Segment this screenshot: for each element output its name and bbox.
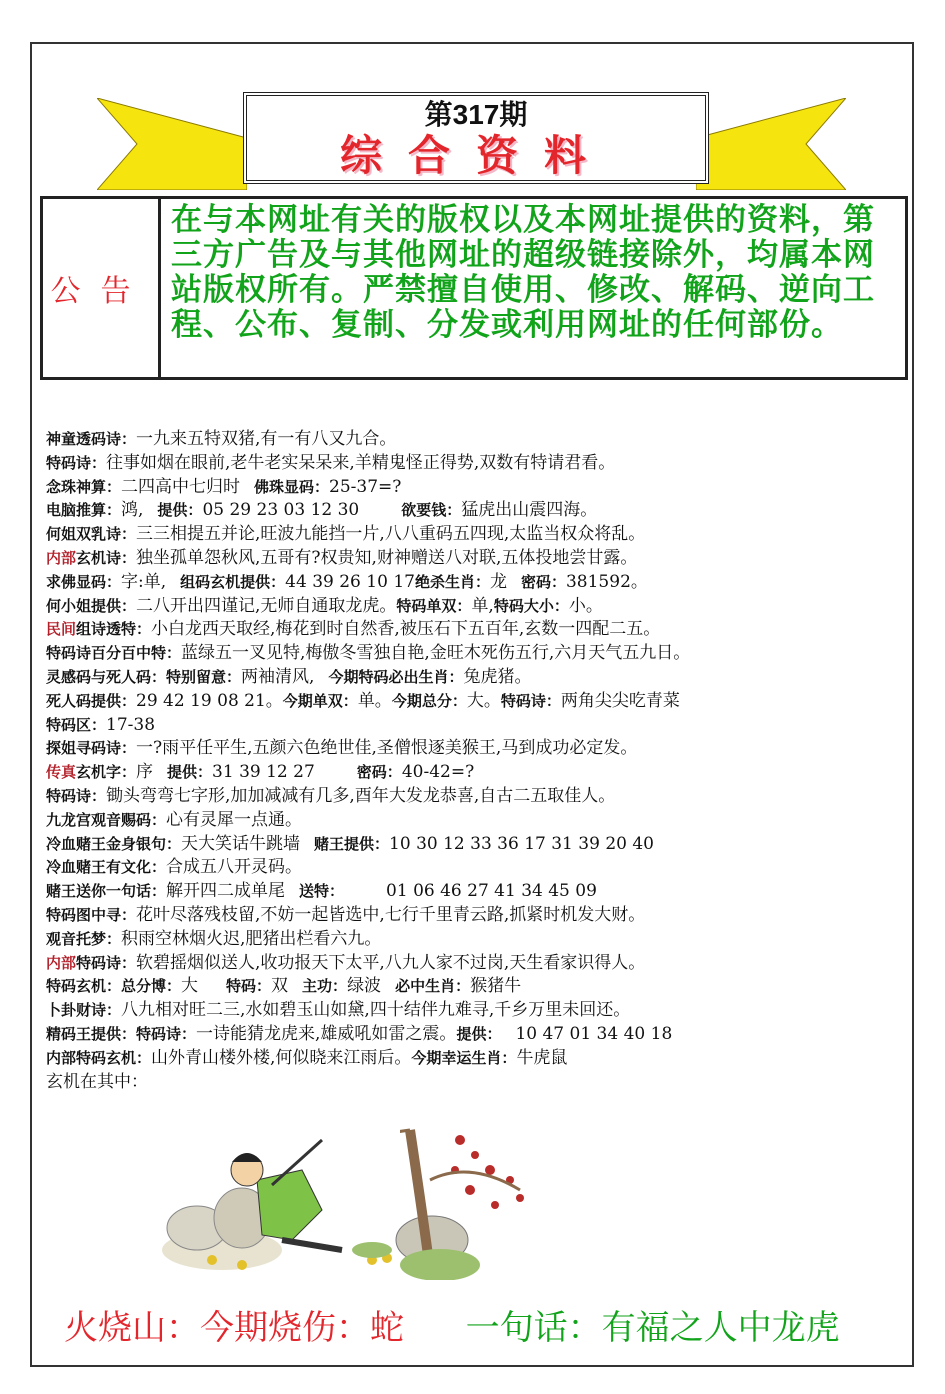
line-text: 31 39 12 27 bbox=[212, 762, 315, 783]
content-line bbox=[46, 571, 906, 595]
content-lines bbox=[46, 428, 906, 1094]
line-label: 特码图中寻： bbox=[46, 905, 137, 924]
line-label: 念珠神算： bbox=[46, 477, 122, 496]
line-text: 积雨空林烟火迟,肥猪出栏看六九。 bbox=[121, 928, 382, 949]
line-label: 密码： bbox=[520, 572, 566, 591]
notice-label: 公告 bbox=[43, 199, 161, 377]
line-text: 玄机在其中： bbox=[46, 1071, 148, 1092]
content-line bbox=[46, 523, 906, 547]
right-ribbon bbox=[696, 98, 846, 190]
line-label: 特码玄机： bbox=[46, 977, 122, 996]
line-text: 蓝绿五一叉见特,梅傲冬雪独自艳,金旺木死伤五行,六月天气五九日。 bbox=[181, 643, 691, 664]
line-label: 今期特码必出生肖： bbox=[328, 667, 464, 686]
line-label: 死人码提供： bbox=[46, 691, 137, 710]
line-label: 何姐双乳诗： bbox=[46, 525, 137, 544]
line-text: 单。 bbox=[357, 690, 392, 711]
line-text: 二八开出四谨记,无师自通取龙虎。 bbox=[136, 595, 397, 616]
line-label: 提供： bbox=[167, 763, 213, 782]
content-line bbox=[46, 666, 906, 690]
content-line bbox=[46, 975, 906, 999]
line-text: 锄头弯弯七字形,加加减减有几多,酉年大发龙恭喜,自古二五取佳人。 bbox=[106, 785, 616, 806]
issue-number: 第317期 bbox=[424, 99, 528, 130]
line-label: 内部特码玄机： bbox=[46, 1048, 152, 1067]
line-text: 三三相提五并论,旺波九能挡一片,八八重码五四现,太监当权众将乱。 bbox=[136, 524, 646, 545]
line-text: 一诗能猜龙虎来,雄威吼如雷之震。 bbox=[196, 1023, 457, 1044]
line-label: 送特： bbox=[299, 882, 345, 901]
line-label: 今期幸运生肖： bbox=[411, 1048, 517, 1067]
content-line bbox=[46, 428, 906, 452]
line-label: 传真 bbox=[46, 763, 77, 782]
title-box bbox=[243, 92, 709, 184]
line-text: 05 29 23 03 12 30 bbox=[202, 500, 360, 521]
line-label: 提供： bbox=[456, 1024, 502, 1043]
content-line bbox=[46, 547, 906, 571]
line-label: 特码诗： bbox=[46, 786, 107, 805]
line-label: 卜卦财诗： bbox=[46, 1001, 122, 1020]
content-line bbox=[46, 1023, 906, 1047]
line-label: 特码诗： bbox=[136, 1024, 197, 1043]
line-label: 特码诗百分百中特： bbox=[46, 644, 182, 663]
line-label: 提供： bbox=[157, 501, 203, 520]
line-label: 灵感码与死人码： bbox=[46, 667, 167, 686]
line-label: 民间 bbox=[46, 620, 77, 639]
line-text: 381592。 bbox=[565, 571, 648, 592]
line-label: 观音托梦： bbox=[46, 929, 122, 948]
content-line bbox=[46, 928, 906, 952]
line-label: 组码玄机提供： bbox=[180, 572, 286, 591]
line-text: 01 06 46 27 41 34 45 09 bbox=[386, 881, 597, 902]
line-text: 二四高中七归时 bbox=[121, 476, 241, 497]
notice-box bbox=[40, 196, 908, 380]
line-text: 牛虎鼠 bbox=[516, 1047, 568, 1068]
line-text: 八九相对旺二三,水如碧玉山如黛,四十结伴九难寻,千乡万里未回还。 bbox=[121, 1000, 631, 1021]
content-line bbox=[46, 880, 906, 904]
line-label: 今期总分： bbox=[391, 691, 467, 710]
line-text: 40-42=? bbox=[401, 762, 475, 783]
line-text: 软碧摇烟似送人,收功报天下太平,八九人家不过岗,天生看家识得人。 bbox=[136, 952, 646, 973]
content-line bbox=[46, 452, 906, 476]
line-text: 往事如烟在眼前,老牛老实呆呆来,羊精鬼怪正得势,双数有特请君看。 bbox=[106, 452, 616, 473]
content-line bbox=[46, 1071, 906, 1095]
content-line bbox=[46, 999, 906, 1023]
line-text: 两角尖尖吃青菜 bbox=[560, 690, 680, 711]
line-text: 44 39 26 10 17 bbox=[285, 571, 415, 592]
content-line bbox=[46, 1047, 906, 1071]
line-text: 兔虎猪。 bbox=[463, 666, 532, 687]
line-label: 何小姐提供： bbox=[46, 596, 137, 615]
content-line bbox=[46, 809, 906, 833]
line-label: 特码诗： bbox=[500, 691, 561, 710]
tree-illustration bbox=[400, 1100, 540, 1280]
line-label: 特码区： bbox=[46, 715, 107, 734]
content-line bbox=[46, 833, 906, 857]
line-text: 小。 bbox=[568, 595, 603, 616]
line-text: 大。 bbox=[466, 690, 501, 711]
line-label: 赌王提供： bbox=[314, 834, 390, 853]
line-label: 玄机字： bbox=[76, 763, 137, 782]
page-title: 综合资料 bbox=[339, 131, 612, 180]
line-text: 29 42 19 08 21。 bbox=[136, 690, 283, 711]
notice-text: 在与本网址有关的版权以及本网址提供的资料，第三方广告及与其他网址的超级链接除外，均属本网站版权所有。严禁擅自使用、修改、解码、逆向工程、公布、复制、分发或利用网址的任何部份。 bbox=[171, 202, 875, 343]
line-text: 鸿, bbox=[121, 500, 144, 521]
line-label: 九龙宫观音赐码： bbox=[46, 810, 167, 829]
content-line bbox=[46, 690, 906, 714]
line-label: 佛珠显码： bbox=[254, 477, 330, 496]
line-text: 17-38 bbox=[106, 714, 156, 735]
line-label: 组诗透特： bbox=[76, 620, 152, 639]
content-line bbox=[46, 476, 906, 500]
line-text: 绿波 bbox=[347, 976, 382, 997]
line-label: 欲要钱： bbox=[401, 501, 462, 520]
line-label: 必中生肖： bbox=[395, 977, 471, 996]
line-label: 电脑推算： bbox=[46, 501, 122, 520]
line-text: 单, bbox=[471, 595, 494, 616]
line-label: 神童透码诗： bbox=[46, 430, 137, 448]
content-line bbox=[46, 618, 906, 642]
line-label: 冷血赌王有文化： bbox=[46, 858, 167, 877]
line-label: 密码： bbox=[356, 763, 402, 782]
content-line bbox=[46, 595, 906, 619]
content-line bbox=[46, 737, 906, 761]
line-text: 独坐孤单怨秋风,五哥有?权贵知,财神赠送八对联,五体投地尝甘露。 bbox=[136, 547, 638, 568]
line-label: 绝杀生肖： bbox=[414, 572, 490, 591]
line-text: 天大笑话牛跳墙 bbox=[181, 833, 301, 854]
line-label: 内部 bbox=[46, 953, 77, 972]
line-text: 大 bbox=[181, 976, 199, 997]
left-ribbon bbox=[97, 98, 247, 190]
content-line bbox=[46, 761, 906, 785]
line-text: 10 47 01 34 40 18 bbox=[515, 1023, 673, 1044]
line-label: 特码大小： bbox=[493, 596, 569, 615]
footer-right: 一句话：有福之人中龙虎 bbox=[465, 1308, 840, 1348]
footer-banner bbox=[64, 1300, 884, 1349]
content-line bbox=[46, 856, 906, 880]
line-label: 赌王送你一句话： bbox=[46, 882, 167, 901]
line-label: 特码： bbox=[226, 977, 272, 996]
line-text: 解开四二成单尾 bbox=[166, 881, 286, 902]
line-text: 25-37=? bbox=[329, 476, 402, 497]
line-label: 特码诗： bbox=[76, 953, 137, 972]
line-text: 合成五八开灵码。 bbox=[166, 857, 303, 878]
line-text: 一?雨平任平生,五颜六色绝世佳,圣僧恨逐美猴王,马到成功必定发。 bbox=[136, 738, 638, 759]
line-text: 字:单, bbox=[121, 571, 167, 592]
line-label: 冷血赌王金身银句： bbox=[46, 834, 182, 853]
line-label: 总分博： bbox=[121, 977, 182, 996]
line-label: 精码王提供： bbox=[46, 1024, 137, 1043]
content-line bbox=[46, 499, 906, 523]
line-label: 玄机诗： bbox=[76, 548, 137, 567]
line-label: 主功： bbox=[302, 977, 348, 996]
line-text: 山外青山楼外楼,何似晓来江雨后。 bbox=[151, 1047, 412, 1068]
line-text: 小白龙西天取经,梅花到时自然香,被压石下五百年,玄数一四配二五。 bbox=[151, 619, 661, 640]
content-line bbox=[46, 785, 906, 809]
footer-left: 火烧山：今期烧伤：蛇 bbox=[64, 1308, 404, 1348]
content-line bbox=[46, 952, 906, 976]
line-label: 特码诗： bbox=[46, 453, 107, 472]
content-line bbox=[46, 904, 906, 928]
line-label: 内部 bbox=[46, 548, 77, 567]
line-label: 探姐寻码诗： bbox=[46, 739, 137, 758]
line-text: 猴猪牛 bbox=[470, 976, 522, 997]
line-label: 求佛显码： bbox=[46, 572, 122, 591]
line-text: 双 bbox=[271, 976, 289, 997]
line-text: 心有灵犀一点通。 bbox=[166, 809, 303, 830]
line-text: 序 bbox=[136, 762, 154, 783]
line-text: 一九来五特双猪,有一有八又九合。 bbox=[136, 429, 397, 449]
line-label: 特别留意： bbox=[166, 667, 242, 686]
content-line bbox=[46, 642, 906, 666]
line-text: 10 30 12 33 36 17 31 39 20 40 bbox=[389, 833, 654, 854]
line-text: 花叶尽落残枝留,不妨一起皆选中,七行千里青云路,抓紧时机发大财。 bbox=[136, 904, 646, 925]
content-line bbox=[46, 714, 906, 738]
line-text: 猛虎出山震四海。 bbox=[461, 500, 598, 521]
line-text: 龙 bbox=[489, 571, 507, 592]
line-label: 今期单双： bbox=[282, 691, 358, 710]
line-label: 特码单双： bbox=[396, 596, 472, 615]
line-text: 两袖清风, bbox=[241, 666, 315, 687]
